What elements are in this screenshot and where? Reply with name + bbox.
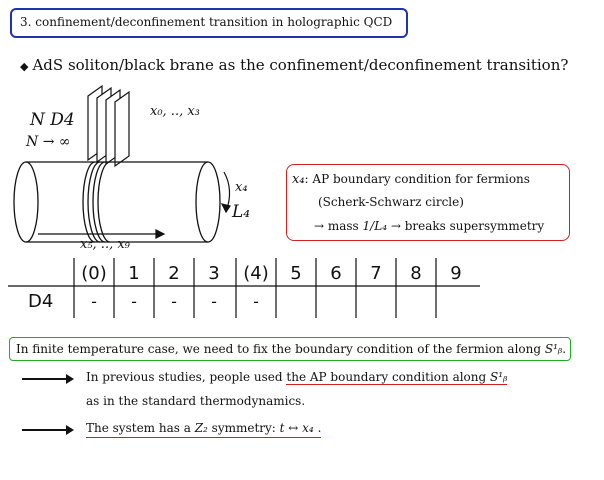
table-cell: - (131, 292, 137, 311)
z2-end: . (313, 421, 322, 435)
finite-temp-end: . (562, 342, 567, 356)
slide-title: 3. confinement/deconfinement transition in holographic QCD (20, 15, 393, 29)
table-cell: - (171, 292, 177, 311)
table-header-cell: 8 (410, 263, 422, 284)
previous-prefix: In previous studies, people used (86, 370, 287, 384)
previous-underlined: the AP boundary condition along (286, 370, 491, 384)
thermodynamics-line: as in the standard thermodynamics. (86, 394, 306, 408)
note-line-3 (314, 219, 544, 233)
n-limit-label: N → ∞ (26, 134, 71, 150)
circle-direction-arrow-icon (222, 172, 230, 212)
table-header-cell: 5 (290, 263, 302, 284)
table-header-cell: 2 (168, 263, 180, 284)
bullet-question (20, 56, 568, 74)
table-header-cell: 3 (208, 263, 220, 284)
z2-middle: symmetry: (207, 421, 280, 435)
cylinder-icon (14, 162, 220, 242)
x5-x9-arrow-icon (38, 230, 164, 238)
finite-temp-s-beta: S¹ᵦ (544, 342, 563, 356)
z2-relation: t ↔ x₄ (279, 421, 314, 435)
n-d4-label: N D4 (30, 110, 75, 130)
table-header-cell: 1 (128, 263, 140, 284)
table-row-label-d4: D4 (28, 291, 54, 312)
bullet-text: AdS soliton/black brane as the confinement/deconfinement transition? (32, 56, 569, 74)
note-line-3-prefix: → mass (314, 219, 363, 233)
note-line-3-suffix: → breaks supersymmetry (387, 219, 545, 233)
x4-label: x₄ (235, 180, 248, 195)
arrow-icon (22, 429, 72, 431)
table-header-cell: (0) (81, 263, 107, 284)
z2-prefix: The system has a (86, 421, 195, 435)
previous-studies-line (86, 370, 507, 384)
table-header-cell: (4) (243, 263, 269, 284)
finite-temperature-text (16, 342, 566, 356)
previous-underlined-span (286, 370, 507, 385)
z2-symbol: Z₂ (194, 421, 208, 435)
table-header-cell: 9 (450, 263, 462, 284)
table-header-cell: 6 (330, 263, 342, 284)
table-cell: - (211, 292, 217, 311)
previous-s-beta: S¹ᵦ (490, 370, 508, 384)
note-mass-fraction: 1/L₄ (362, 219, 388, 233)
note-line-1-text: : AP boundary condition for fermions (304, 172, 530, 186)
l4-label: L₄ (232, 202, 251, 222)
d4-cylinder-diagram (0, 80, 300, 280)
x5-x9-label: x₅, .., x₉ (80, 237, 130, 252)
x0-x3-label: x₀, .., x₃ (150, 104, 200, 119)
note-line-2: (Scherk-Schwarz circle) (318, 195, 464, 209)
table-header-cell: 7 (370, 263, 382, 284)
table-cell: - (91, 292, 97, 311)
arrow-icon (22, 378, 72, 380)
bullet-diamond: ◆ (20, 60, 29, 73)
note-line-1 (292, 172, 530, 187)
brane-sheets-icon (88, 86, 129, 166)
note-x4-symbol: x₄ (292, 172, 305, 187)
table-cell: - (253, 292, 259, 311)
z2-symmetry-line (86, 421, 321, 438)
finite-temp-main: In finite temperature case, we need to fix the boundary condition of the fermion along (16, 342, 545, 356)
